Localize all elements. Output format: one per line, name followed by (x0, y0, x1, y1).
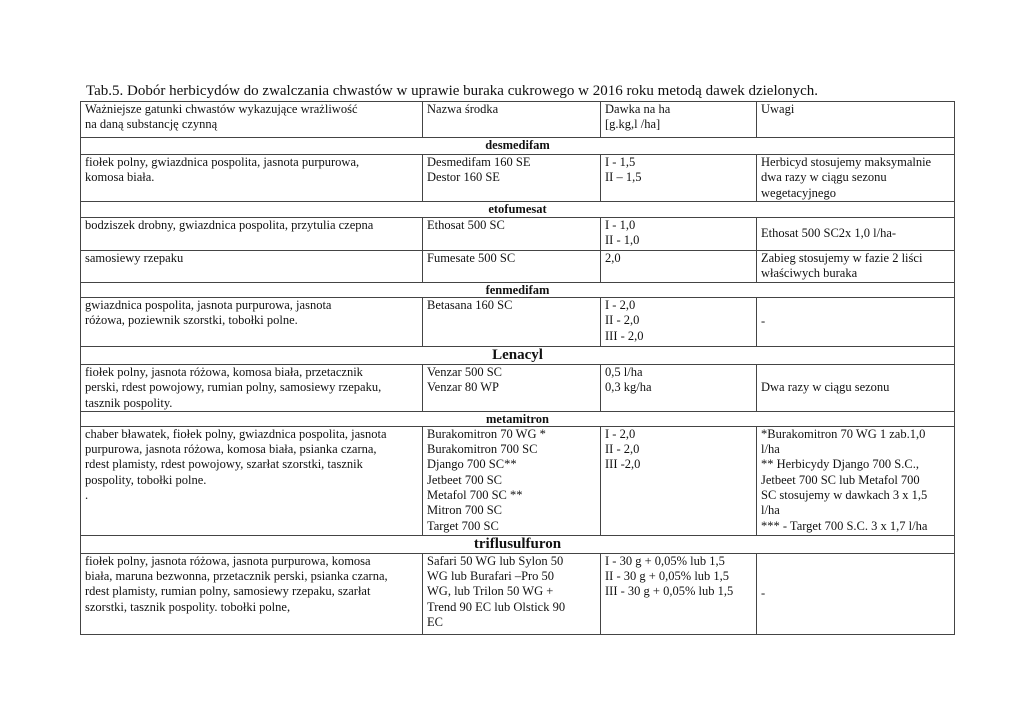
table-caption: Tab.5. Dobór herbicydów do zwalczania chwastów w uprawie buraka cukrowego w 2016 roku metodą dawek dzielonych. (86, 83, 819, 99)
header-notes: Uwagi (757, 102, 955, 138)
weeds-cell: fiołek polny, jasnota różowa, komosa biała, przetacznik perski, rdest powojowy, rumian polny, samosiewy rzepaku, tasznik pospolity. (81, 365, 423, 412)
product-cell: Safari 50 WG lub Sylon 50 WG lub Burafari –Pro 50 WG, lub Trilon 50 WG + Trend 90 EC lub Olstick 90 EC (423, 553, 601, 634)
header-weeds: Ważniejsze gatunki chwastów wykazujące wrażliwość na daną substancję czynną (81, 102, 423, 138)
notes-cell: Dwa razy w ciągu sezonu (757, 365, 955, 412)
notes-cell: Herbicyd stosujemy maksymalnie dwa razy w ciągu sezonu wegetacyjnego (757, 155, 955, 202)
table-row (81, 426, 955, 535)
weeds-cell: gwiazdnica pospolita, jasnota purpurowa, jasnota różowa, poziewnik szorstki, tobołki polne. (81, 298, 423, 347)
weeds-cell: bodziszek drobny, gwiazdnica pospolita, przytulia czepna (81, 218, 423, 251)
section-row (81, 283, 955, 298)
product-cell: Fumesate 500 SC (423, 251, 601, 283)
section-row (81, 347, 955, 365)
section-row (81, 411, 955, 426)
table-row (81, 218, 955, 251)
section-title: Lenacyl (81, 347, 955, 365)
notes-cell: *Burakomitron 70 WG 1 zab.1,0 l/ha ** Herbicydy Django 700 S.C., Jetbeet 700 SC lub Metafol 700 SC stosujemy w dawkach 3 x 1,5 l/ha *** - Target 700 S.C. 3 x 1,7 l/ha (757, 426, 955, 535)
header-dose: Dawka na ha [g.kg,l /ha] (601, 102, 757, 138)
section-title: desmedifam (81, 138, 955, 155)
table-row (81, 553, 955, 634)
dose-cell: 2,0 (601, 251, 757, 283)
table-row (81, 155, 955, 202)
product-cell: Desmedifam 160 SE Destor 160 SE (423, 155, 601, 202)
dose-cell: I - 2,0 II - 2,0 III - 2,0 (601, 298, 757, 347)
dose-cell: I - 2,0 II - 2,0 III -2,0 (601, 426, 757, 535)
section-title: metamitron (81, 411, 955, 426)
weeds-cell: fiołek polny, jasnota różowa, jasnota purpurowa, komosa biała, maruna bezwonna, przetacznik perski, psianka czarna, rdest plamisty, rumian polny, samosiewy rzepaku, szarłat szorstki, tasznik pospolity. tobołki polne, (81, 553, 423, 634)
dose-cell: 0,5 l/ha 0,3 kg/ha (601, 365, 757, 412)
weeds-cell: fiołek polny, gwiazdnica pospolita, jasnota purpurowa, komosa biała. (81, 155, 423, 202)
product-cell: Venzar 500 SC Venzar 80 WP (423, 365, 601, 412)
notes-cell: Ethosat 500 SC2x 1,0 l/ha- (757, 218, 955, 251)
notes-cell: - (757, 553, 955, 634)
section-title: etofumesat (81, 202, 955, 218)
weeds-cell: samosiewy rzepaku (81, 251, 423, 283)
section-title: triflusulfuron (81, 535, 955, 553)
product-cell: Betasana 160 SC (423, 298, 601, 347)
product-cell: Ethosat 500 SC (423, 218, 601, 251)
table-row (81, 298, 955, 347)
dose-cell: I - 1,0 II - 1,0 (601, 218, 757, 251)
section-row (81, 202, 955, 218)
section-row (81, 138, 955, 155)
notes-cell: - (757, 298, 955, 347)
table-row (81, 365, 955, 412)
section-title: fenmedifam (81, 283, 955, 298)
header-product: Nazwa środka (423, 102, 601, 138)
notes-cell: Zabieg stosujemy w fazie 2 liści właściwych buraka (757, 251, 955, 283)
dose-cell: I - 1,5 II – 1,5 (601, 155, 757, 202)
header-row (81, 102, 955, 138)
product-cell: Burakomitron 70 WG * Burakomitron 700 SC Django 700 SC** Jetbeet 700 SC Metafol 700 SC ** Mitron 700 SC Target 700 SC (423, 426, 601, 535)
weeds-cell: chaber bławatek, fiołek polny, gwiazdnica pospolita, jasnota purpurowa, jasnota różowa, komosa biała, psianka czarna, rdest plamisty, rdest powojowy, szarłat szorstki, tasznik pospolity, tobołki polne. . (81, 426, 423, 535)
table-row (81, 251, 955, 283)
section-row (81, 535, 955, 553)
herbicide-table (80, 101, 955, 635)
dose-cell: I - 30 g + 0,05% lub 1,5 II - 30 g + 0,05% lub 1,5 III - 30 g + 0,05% lub 1,5 (601, 553, 757, 634)
